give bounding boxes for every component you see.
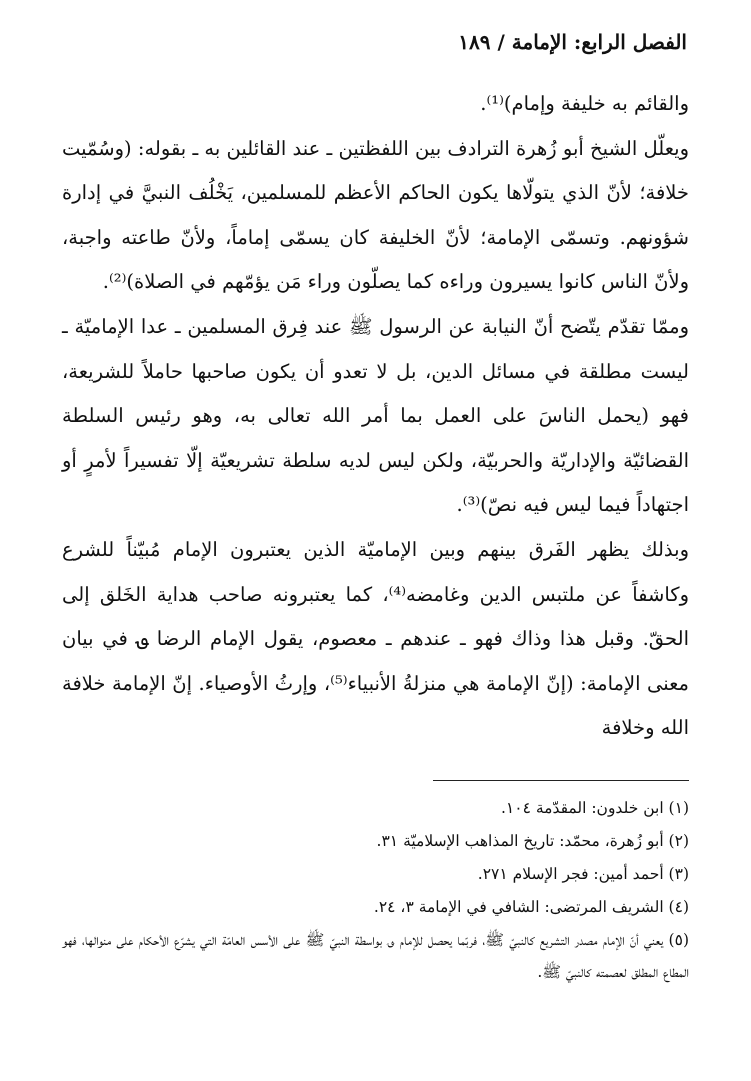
footnote-divider — [433, 780, 689, 781]
footnote-2: (٢) أبو زُهرة، محمّد: تاريخ المذاهب الإسلاميّة ٣١. — [376, 832, 689, 850]
footnote-3: (٣) أحمد أمين: فجر الإسلام ٢٧١. — [477, 865, 689, 883]
body-paragraph-4: وبذلك يظهر الفَرق بينهم وبين الإماميّة الذين يعتبرون الإمام مُبيّناً للشرع وكاشفاً عن ملتبس الدين وغامضه⁽⁴⁾، كما يعتبرونه صاحب هداية الخَلق إلى الحقّ. وقبل هذا وذاك فهو ـ عندهم ـ معصوم، يقول الإمام الرضا ؈ في بيان معنى الإمامة: (إنّ الإمامة هي منزلةُ الأنبياء⁽⁵⁾، وإرثُ الأوصياء. إنّ الإمامة خلافة الله وخلافة — [62, 537, 690, 740]
footnote-5: (٥) يعني أنّ الإمام مصدر التشريع كالنبيّ ﷺ، فربّما يحصل للإمام ؈ بواسطة النبيّ ﷺ على الأسس العامّة التي يشرّع الأحكام على منوالها، فهو المطاع المطلق لعصمته كالنبيّ ﷺ. — [62, 931, 689, 981]
body-paragraph-2: ويعلّل الشيخ أبو زُهرة الترادف بين اللفظتين ـ عند القائلين به ـ بقوله: (وسُمّيت خلافة؛ لأنّ الذي يتولّاها يكون الحاكم الأعظم للمسلمين، يَخْلُف النبيَّ في إدارة شؤونهم. وتسمّى الإمامة؛ لأنّ الخليفة كان يسمّى إماماً، ولأنّ طاعته واجبة، ولأنّ الناس كانوا يسيرون وراءه كما يصلّون وراء مَن يؤمّهم في الصلاة)⁽²⁾. — [62, 136, 689, 294]
footnote-4: (٤) الشريف المرتضى: الشافي في الإمامة ٣، ٢٤. — [373, 898, 689, 916]
body-paragraph-3: وممّا تقدّم يتّضح أنّ النيابة عن الرسول ﷺ عند فِرق المسلمين ـ عدا الإماميّة ـ ليست مطلقة في مسائل الدين، بل لا تعدو أن يكون صاحبها حاملاً للشريعة، فهو (يحمل الناسَ على العمل بما أمر الله تعالى به، وهو رئيس السلطة القضائيّة والإداريّة والحربيّة، ولكن ليس لديه سلطة تشريعيّة إلّا تفسيراً لأمرٍ أو اجتهاداً فيما ليس فيه نصّ)⁽³⁾. — [62, 314, 689, 517]
footnotes — [62, 792, 689, 988]
body-paragraph-1: والقائم به خليفة وإمام)⁽¹⁾. — [480, 92, 689, 115]
footnote-1: (١) ابن خلدون: المقدّمة ١٠٤. — [500, 799, 689, 817]
running-header: الفصل الرابع: الإمامة / ١٨٩ — [458, 30, 687, 54]
main-text — [62, 82, 689, 751]
